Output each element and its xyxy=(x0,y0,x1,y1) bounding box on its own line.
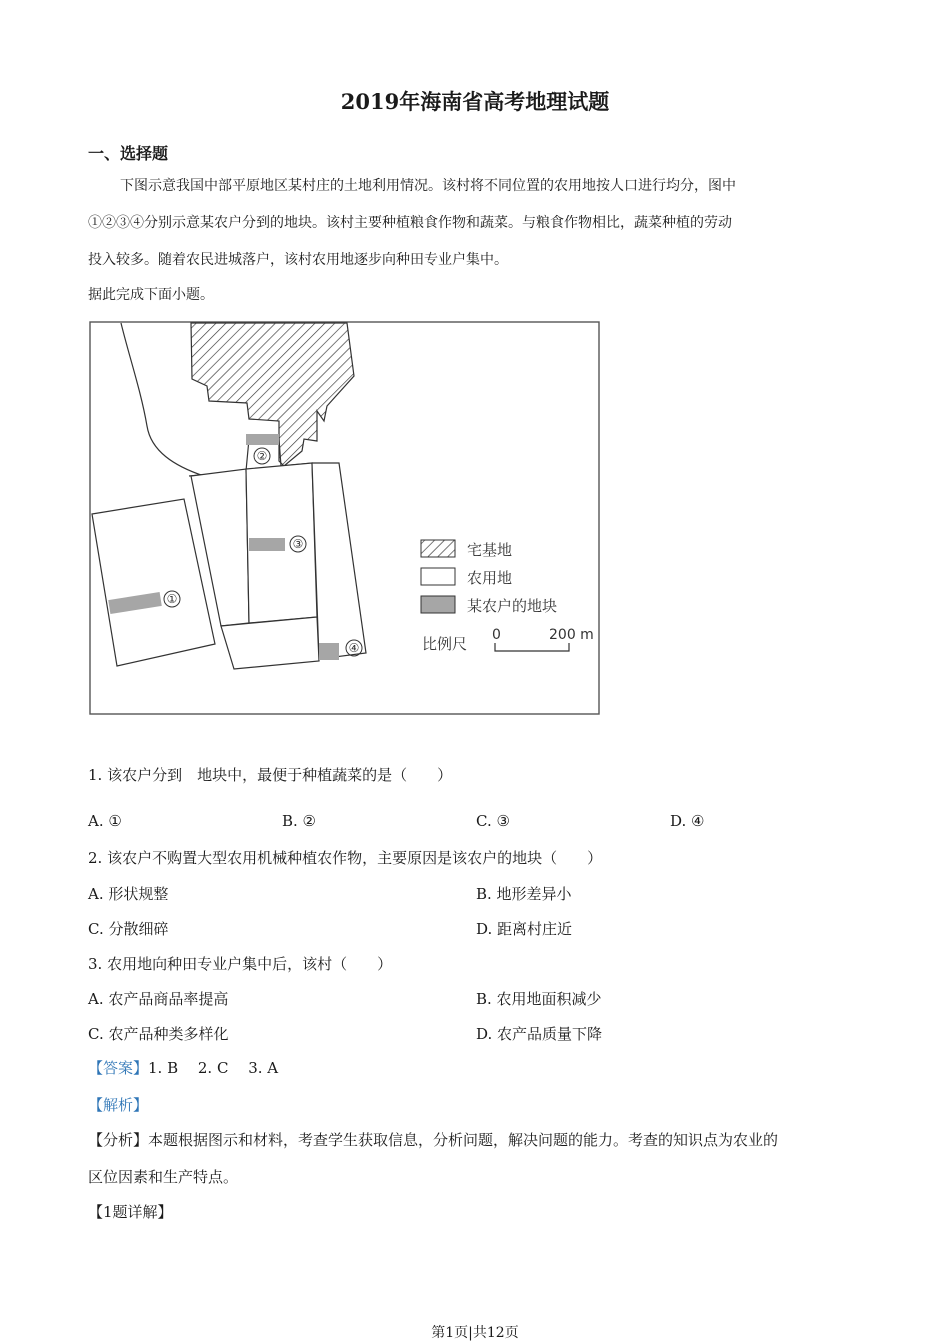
intro-line-3: 投入较多。随着农民进城落户，该村农用地逐步向种田专业户集中。 xyxy=(88,252,508,268)
detail-tag: 【1题详解】 xyxy=(88,1203,173,1221)
analysis-subtag: 【分析】 xyxy=(88,1131,149,1149)
question-3-stem: 3. 农用地向种田专业户集中后，该村（ ） xyxy=(88,955,393,973)
answer-line xyxy=(88,1057,278,1078)
intro-line-1: 下图示意我国中部平原地区某村庄的土地利用情况。该村将不同位置的农用地按人口进行均分，图中 xyxy=(120,178,736,194)
q3-option-c[interactable]: C. 农产品种类多样化 xyxy=(88,1025,229,1043)
q3-option-d[interactable]: D. 农产品质量下降 xyxy=(476,1025,603,1043)
q1-option-c[interactable]: C. ③ xyxy=(476,812,510,830)
plot-label-3: ③ xyxy=(292,537,304,551)
plot-label-1: ① xyxy=(166,592,178,606)
scale-start: 0 xyxy=(492,627,501,643)
analysis-tag: 【解析】 xyxy=(88,1096,149,1114)
legend-plot-swatch xyxy=(421,596,455,613)
plot-4 xyxy=(319,643,339,660)
legend-farmland-label: 农用地 xyxy=(467,569,513,587)
q2-option-a[interactable]: A. 形状规整 xyxy=(88,885,169,903)
question-1-stem: 1. 该农户分到 地块中，最便于种植蔬菜的是（ ） xyxy=(88,766,453,784)
intro-line-2: ①②③④分别示意某农户分到的地块。该村主要种植粮食作物和蔬菜。与粮食作物相比，蔬菜种植的劳动 xyxy=(88,215,732,231)
section-heading: 一、选择题 xyxy=(88,144,169,163)
legend-plot-label: 某农户的地块 xyxy=(467,597,558,615)
q1-option-d[interactable]: D. ④ xyxy=(670,812,705,830)
q2-option-d[interactable]: D. 距离村庄近 xyxy=(476,920,573,938)
farmland-bottom xyxy=(221,617,319,669)
q3-option-b[interactable]: B. 农用地面积减少 xyxy=(476,990,602,1008)
analysis-text-1: 本题根据图示和材料，考查学生获取信息，分析问题，解决问题的能力。考查的知识点为农业的 xyxy=(148,1131,779,1149)
legend-residential-swatch xyxy=(421,540,455,557)
q1-option-b[interactable]: B. ② xyxy=(282,812,317,830)
page-footer: 第1页|共12页 xyxy=(431,1325,519,1341)
q2-option-b[interactable]: B. 地形差异小 xyxy=(476,885,572,903)
answer-text: 1. B 2. C 3. A xyxy=(148,1059,279,1077)
question-2-stem: 2. 该农户不购置大型农用机械种植农作物，主要原因是该农户的地块（ ） xyxy=(88,849,603,867)
answer-tag: 【答案】 xyxy=(88,1059,149,1077)
land-use-map xyxy=(89,321,601,717)
q1-option-a[interactable]: A. ① xyxy=(88,812,122,830)
scale-end: 200 m xyxy=(549,627,594,643)
legend-residential-label: 宅基地 xyxy=(467,541,513,559)
analysis-line-2: 区位因素和生产特点。 xyxy=(88,1168,239,1186)
scale-label: 比例尺 xyxy=(422,635,468,653)
plot-label-2: ② xyxy=(256,449,268,463)
q2-option-c[interactable]: C. 分散细碎 xyxy=(88,920,169,938)
q3-option-a[interactable]: A. 农产品商品率提高 xyxy=(88,990,229,1008)
legend-farmland-swatch xyxy=(421,568,455,585)
plot-label-4: ④ xyxy=(348,641,360,655)
plot-3 xyxy=(249,538,285,551)
plot-2 xyxy=(246,434,279,445)
analysis-line-1 xyxy=(88,1122,778,1159)
intro-tail: 据此完成下面小题。 xyxy=(88,287,214,303)
page-title: 2019年海南省高考地理试题 xyxy=(340,89,610,114)
